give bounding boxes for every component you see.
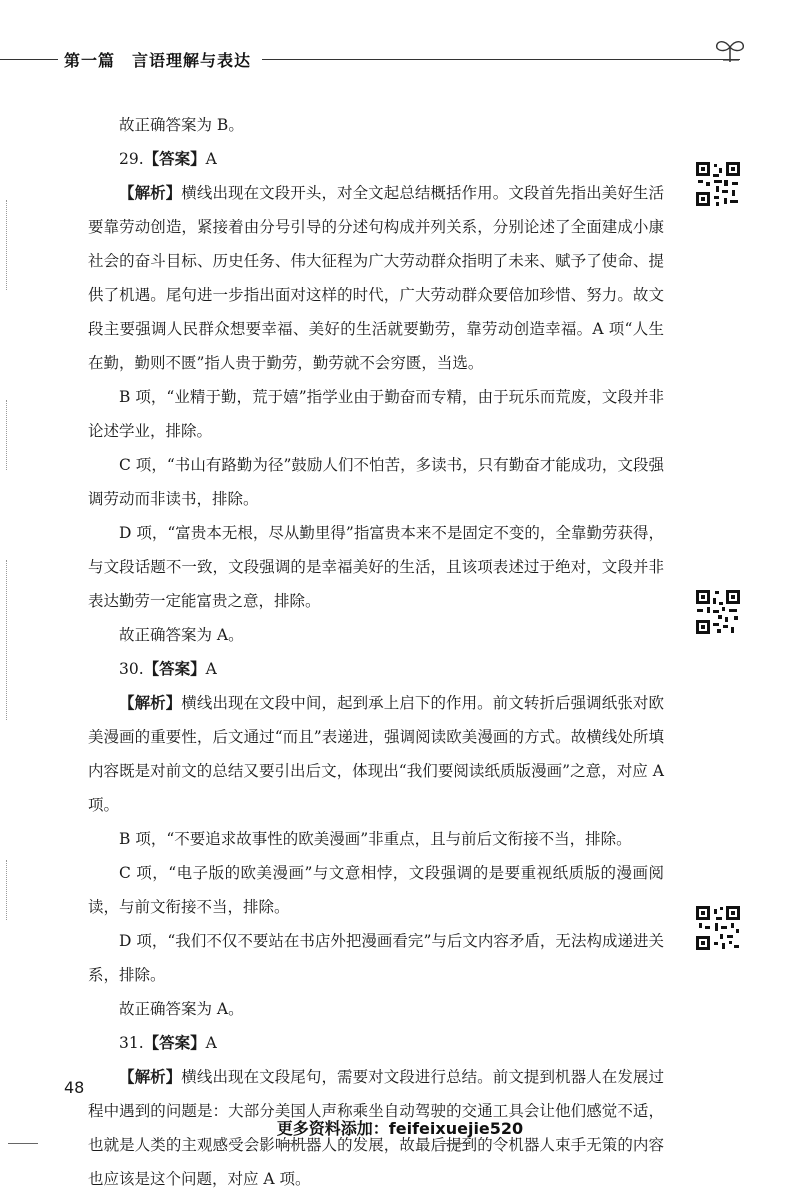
option-d-29: D 项，“富贵本无根，尽从勤里得”指富贵本来不是固定不变的，全靠勤劳获得，与文段话题不一致，文段强调的是幸福美好的生活，且该项表述过于绝对，文段并非表达勤劳一定能富贵之意，排除。 [88,524,664,610]
footer-note: 更多资料添加：feifeixuejie520 [276,1119,524,1138]
answer-letter: A [205,150,217,168]
qr-code-icon[interactable] [694,588,742,636]
question-number: 30. [119,660,144,678]
scan-edge-mark [280,1143,320,1144]
qr-code-icon[interactable] [694,160,742,208]
answer-letter: A [205,1034,217,1052]
analysis-tag: 【解析】 [119,1068,182,1086]
analysis-tag: 【解析】 [119,184,182,202]
scan-edge-mark [440,1143,470,1144]
option-c-29: C 项，“书山有路勤为径”鼓励人们不怕苦，多读书，只有勤奋才能成功，文段强调劳动而非读书，排除。 [88,456,664,508]
scan-edge-mark [8,1143,38,1144]
scan-edge-mark [6,560,9,720]
analysis-29 [88,176,664,380]
header-rule-right [262,59,740,60]
conclusion-28: 故正确答案为 B。 [119,116,244,134]
page-header [0,0,800,80]
answer-30 [88,652,664,686]
sprout-icon [713,34,747,64]
qr-code-icon[interactable] [694,904,742,952]
option-b-30: B 项，“不要追求故事性的欧美漫画”非重点，且与前后文衔接不当，排除。 [119,830,632,848]
option-d-30: D 项，“我们不仅不要站在书店外把漫画看完”与后文内容矛盾，无法构成递进关系，排除。 [88,932,664,984]
option-b-29: B 项，“业精于勤，荒于嬉”指学业由于勤奋而专精，由于玩乐而荒废，文段并非论述学业，排除。 [88,388,664,440]
answer-tag: 【答案】 [143,150,206,168]
analysis-text: 横线出现在文段开头，对全文起总结概括作用。文段首先指出美好生活要靠劳动创造，紧接着由分号引导的分述句构成并列关系，分别论述了全面建成小康社会的奋斗目标、历史任务、伟大征程为广大劳动群众指明了未来、赋予了使命、提供了机遇。尾句进一步指出面对这样的时代，广大劳动群众要倍加珍惜、努力。故文段主要强调人民群众想要幸福、美好的生活就要勤劳，靠劳动创造幸福。A 项“人生在勤，勤则不匮”指人贵于勤劳，勤劳就不会穷匮，当选。 [88,184,664,372]
answer-tag: 【答案】 [143,660,206,678]
analysis-tag: 【解析】 [119,694,182,712]
page-number: 48 [64,1078,85,1097]
answer-letter: A [205,660,217,678]
analysis-text: 横线出现在文段尾句，需要对文段进行总结。前文提到机器人在发展过程中遇到的问题是：大部分美国人声称乘坐自动驾驶的交通工具会让他们感觉不适，也就是人类的主观感受会影响机器人的发展，故最后提到的令机器人束手无策的内容也应该是这个问题，对应 A 项。 [88,1068,664,1188]
analysis-30 [88,686,664,822]
answer-explanations [88,108,664,1196]
scan-edge-mark [6,200,9,290]
analysis-text: 横线出现在文段中间，起到承上启下的作用。前文转折后强调纸张对欧美漫画的重要性，后文通过“而且”表递进，强调阅读欧美漫画的方式。故横线处所填内容既是对前文的总结又要引出后文，体现出“我们要阅读纸质版漫画”之意，对应 A 项。 [88,694,664,814]
scan-edge-mark [6,400,9,470]
conclusion-30: 故正确答案为 A。 [119,1000,244,1018]
conclusion-29: 故正确答案为 A。 [119,626,244,644]
option-c-30: C 项，“电子版的欧美漫画”与文意相悖，文段强调的是要重视纸质版的漫画阅读，与前文衔接不当，排除。 [88,864,664,916]
answer-29 [88,142,664,176]
question-number: 29. [119,150,144,168]
section-title: 第一篇 言语理解与表达 [64,51,252,70]
answer-31 [88,1026,664,1060]
scan-edge-mark [6,860,9,920]
header-rule-left [0,59,58,60]
question-number: 31. [119,1034,144,1052]
answer-tag: 【答案】 [143,1034,206,1052]
